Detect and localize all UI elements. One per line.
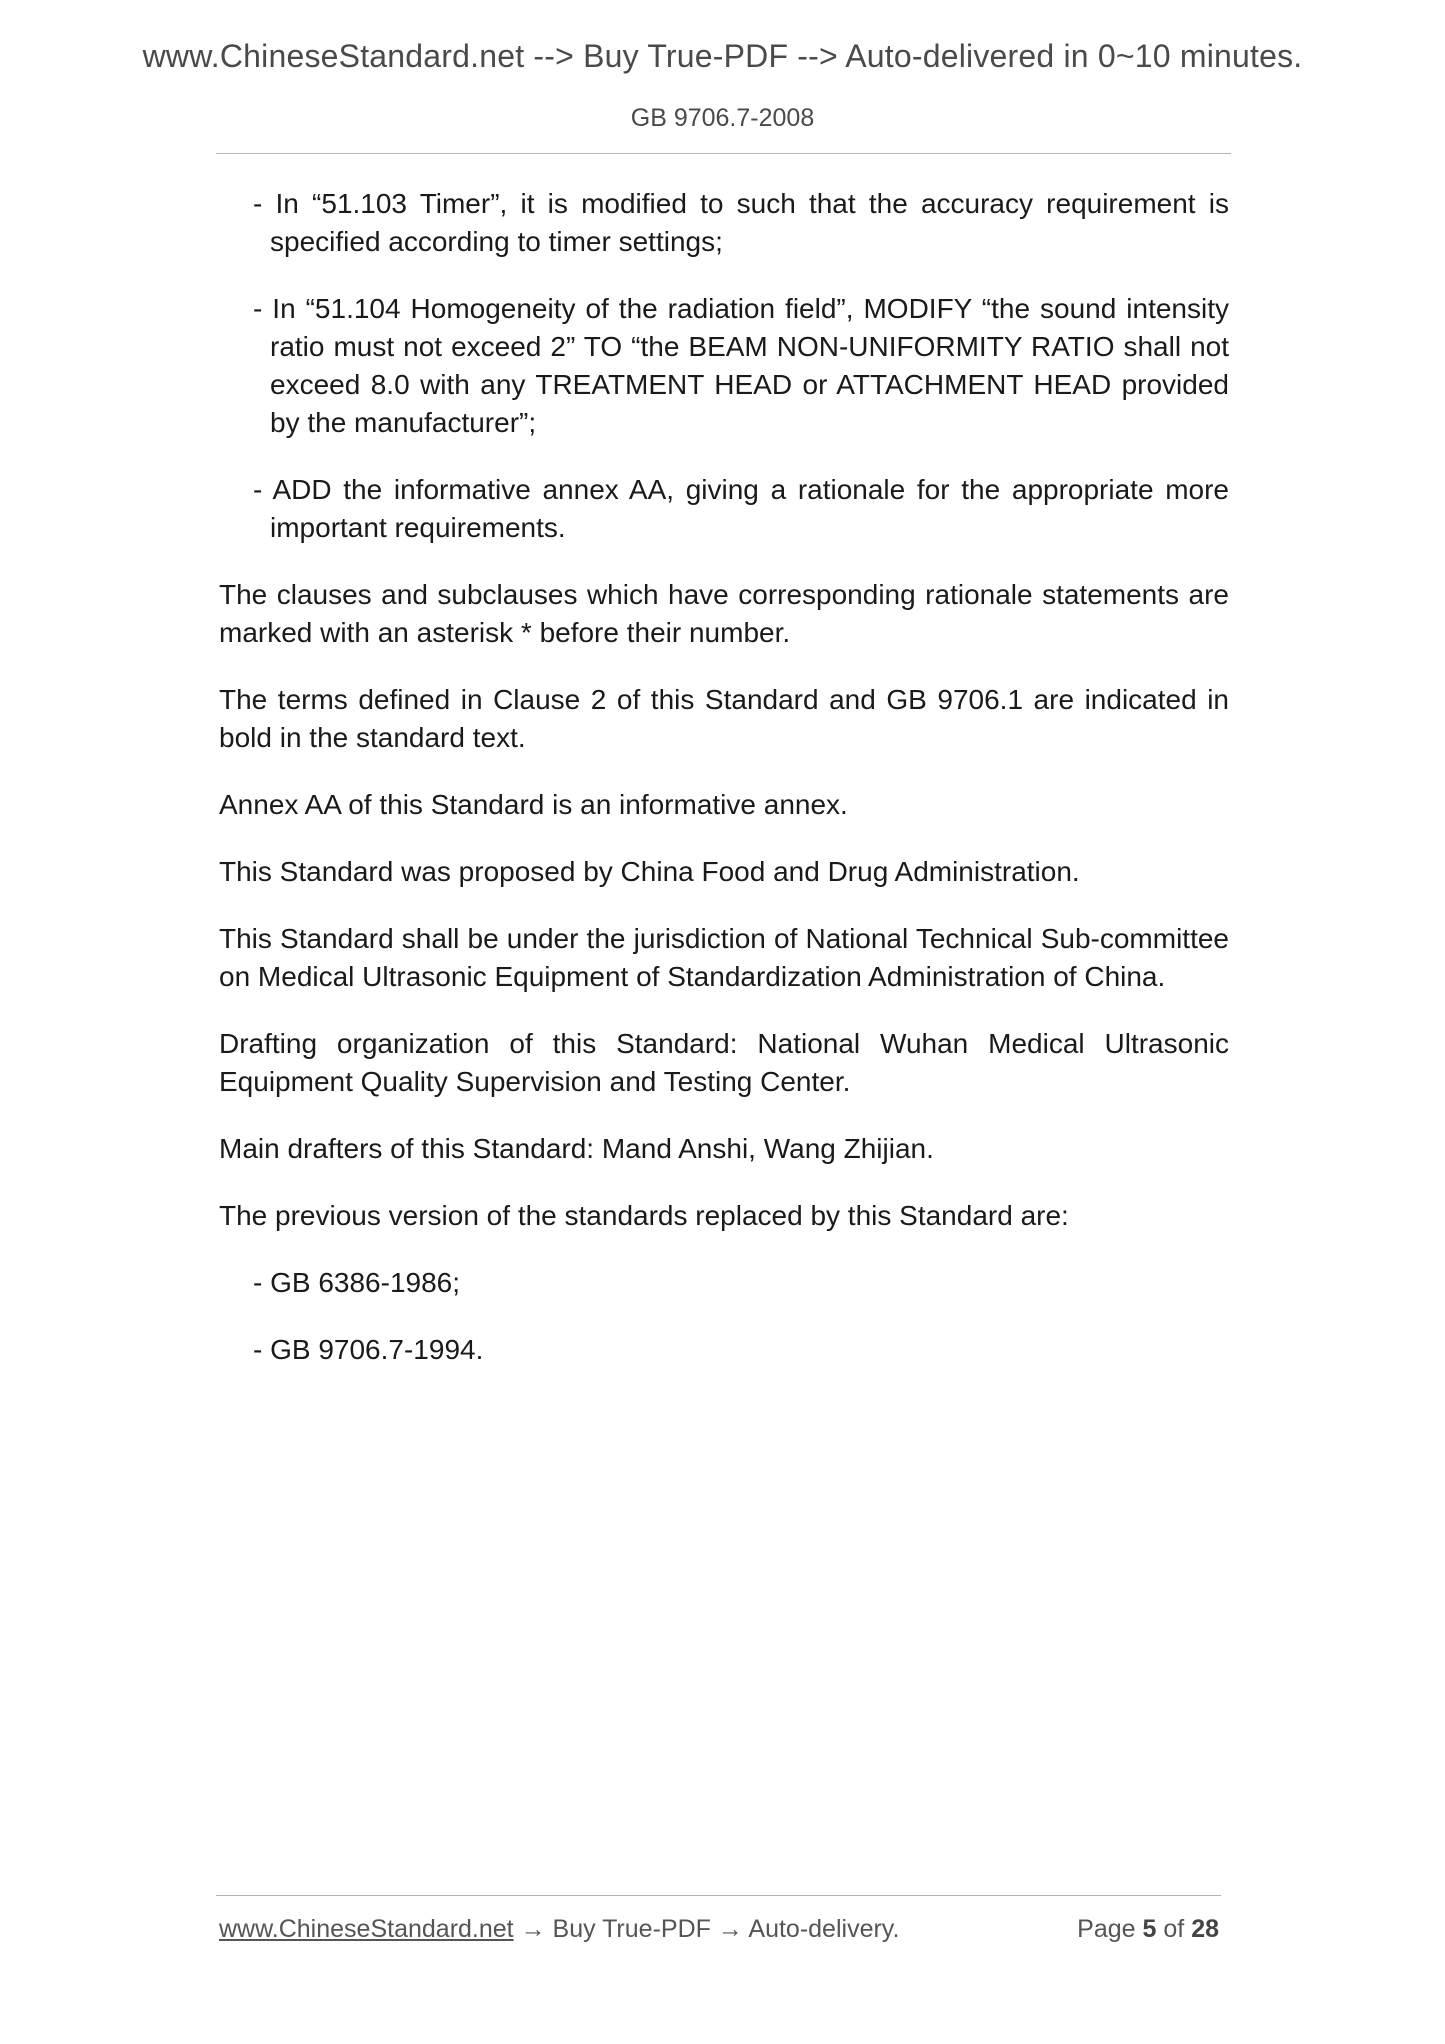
paragraph-jurisdiction: This Standard shall be under the jurisdiction of National Technical Sub-committee on Medical Ultrasonic Equipment of Standardization Administration of China. [219, 923, 1229, 992]
paragraph-proposed: This Standard was proposed by China Food and Drug Administration. [219, 856, 1080, 887]
page-indicator [1077, 1915, 1219, 1944]
top-banner: www.ChineseStandard.net --> Buy True-PDF --> Auto-delivered in 0~10 minutes. [142, 38, 1303, 74]
list-item-gb6386: - GB 6386-1986; [253, 1267, 461, 1298]
list-item-gb9706: - GB 9706.7-1994. [253, 1334, 484, 1365]
footer-tagline: → Buy True-PDF → Auto-delivery. [513, 1915, 900, 1943]
footer-website-link[interactable]: www.ChineseStandard.net [219, 1915, 514, 1943]
paragraph-terms: The terms defined in Clause 2 of this Standard and GB 9706.1 are indicated in bold in the standard text. [219, 684, 1229, 753]
header-divider [216, 153, 1231, 154]
page-number: 5 [1142, 1915, 1157, 1943]
total-pages: 28 [1191, 1915, 1219, 1943]
paragraph-asterisk: The clauses and subclauses which have corresponding rationale statements are marked with an asterisk * before their number. [219, 579, 1229, 648]
list-item-annex: - ADD the informative annex AA, giving a rationale for the appropriate more important requirements. [253, 474, 1229, 543]
page-label: Page [1077, 1915, 1136, 1943]
standard-code: GB 9706.7-2008 [630, 104, 815, 132]
document-body [219, 185, 1229, 1398]
paragraph-previous-versions: The previous version of the standards replaced by this Standard are: [219, 1200, 1069, 1231]
list-item-timer: - In “51.103 Timer”, it is modified to such that the accuracy requirement is specified according to timer settings; [253, 188, 1229, 257]
page-footer [219, 1915, 1219, 1944]
paragraph-drafters: Main drafters of this Standard: Mand Anshi, Wang Zhijian. [219, 1133, 934, 1164]
paragraph-drafting-org: Drafting organization of this Standard: National Wuhan Medical Ultrasonic Equipment Quality Supervision and Testing Center. [219, 1028, 1229, 1097]
footer-divider [216, 1895, 1221, 1896]
of-label: of [1163, 1915, 1185, 1943]
list-item-homogeneity: - In “51.104 Homogeneity of the radiation field”, MODIFY “the sound intensity ratio must not exceed 2” TO “the BEAM NON-UNIFORMITY RATIO shall not exceed 8.0 with any TREATMENT HEAD or ATTACHMENT HEAD provided by the manufacturer”; [253, 293, 1229, 438]
paragraph-annex-aa: Annex AA of this Standard is an informative annex. [219, 789, 848, 820]
